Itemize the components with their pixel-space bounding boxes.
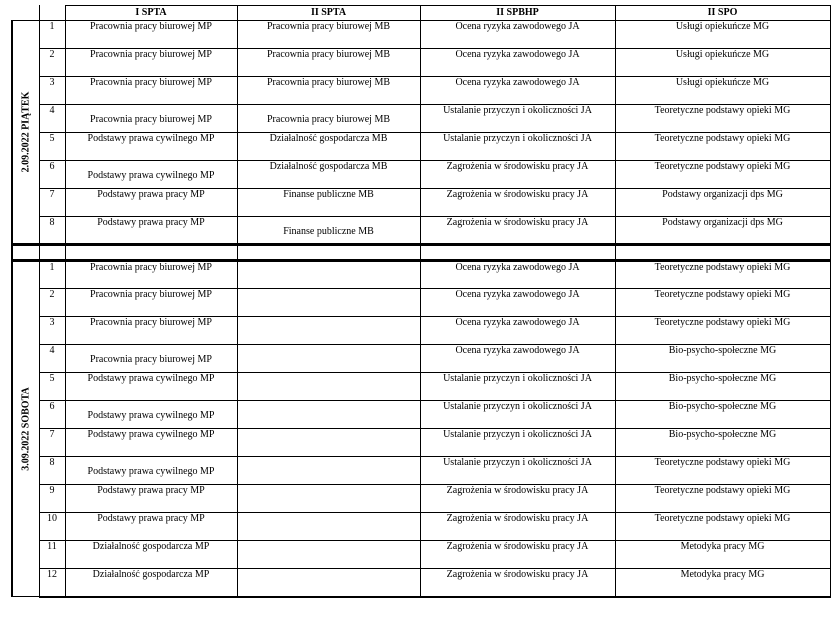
separator-cell bbox=[39, 245, 65, 261]
subject-cell: Pracownia pracy biurowej MB bbox=[237, 21, 420, 49]
table-row bbox=[12, 77, 830, 105]
subject-cell: Teoretyczne podstawy opieki MG bbox=[615, 133, 830, 161]
subject-cell: Działalność gospodarcza MB bbox=[237, 133, 420, 161]
subject-cell: Działalność gospodarcza MP bbox=[65, 569, 237, 597]
subject-cell: Podstawy prawa pracy MP bbox=[65, 485, 237, 513]
subject-cell bbox=[237, 317, 420, 345]
lesson-number: 6 bbox=[39, 161, 65, 189]
table-row bbox=[12, 345, 830, 373]
subject-cell: Teoretyczne podstawy opieki MG bbox=[615, 289, 830, 317]
subject-cell: Teoretyczne podstawy opieki MG bbox=[615, 161, 830, 189]
subject-cell bbox=[237, 345, 420, 373]
subject-cell bbox=[237, 401, 420, 429]
subject-cell: Zagrożenia w środowisku pracy JA bbox=[420, 513, 615, 541]
subject-cell: Pracownia pracy biurowej MP bbox=[65, 105, 237, 133]
subject-cell: Zagrożenia w środowisku pracy JA bbox=[420, 217, 615, 245]
schedule-table bbox=[11, 5, 831, 598]
subject-cell: Metodyka pracy MG bbox=[615, 541, 830, 569]
subject-cell: Pracownia pracy biurowej MP bbox=[65, 77, 237, 105]
subject-cell: Bio-psycho-społeczne MG bbox=[615, 429, 830, 457]
subject-cell: Pracownia pracy biurowej MP bbox=[65, 317, 237, 345]
subject-cell: Ustalanie przyczyn i okoliczności JA bbox=[420, 457, 615, 485]
subject-cell bbox=[237, 485, 420, 513]
table-row bbox=[12, 485, 830, 513]
lesson-number: 9 bbox=[39, 485, 65, 513]
subject-cell: Podstawy prawa cywilnego MP bbox=[65, 401, 237, 429]
subject-cell: Pracownia pracy biurowej MB bbox=[237, 49, 420, 77]
lesson-number: 3 bbox=[39, 77, 65, 105]
subject-cell: Zagrożenia w środowisku pracy JA bbox=[420, 541, 615, 569]
separator-cell bbox=[12, 245, 39, 261]
header-row bbox=[12, 6, 830, 21]
lesson-number: 11 bbox=[39, 541, 65, 569]
table-row bbox=[12, 541, 830, 569]
day-label: 2.09.2022 PIĄTEK bbox=[20, 91, 32, 173]
subject-cell: Pracownia pracy biurowej MP bbox=[65, 345, 237, 373]
lesson-number: 8 bbox=[39, 217, 65, 245]
lesson-number: 5 bbox=[39, 373, 65, 401]
subject-cell bbox=[237, 513, 420, 541]
lesson-number: 4 bbox=[39, 345, 65, 373]
subject-cell: Ustalanie przyczyn i okoliczności JA bbox=[420, 105, 615, 133]
lesson-number: 7 bbox=[39, 189, 65, 217]
subject-cell: Podstawy prawa pracy MP bbox=[65, 217, 237, 245]
corner-cell bbox=[39, 6, 65, 21]
separator-cell bbox=[237, 245, 420, 261]
subject-cell: Podstawy prawa pracy MP bbox=[65, 513, 237, 541]
table-row bbox=[12, 429, 830, 457]
subject-cell bbox=[237, 261, 420, 289]
subject-cell: Podstawy prawa cywilnego MP bbox=[65, 373, 237, 401]
subject-cell: Finanse publiczne MB bbox=[237, 217, 420, 245]
subject-cell: Ocena ryzyka zawodowego JA bbox=[420, 49, 615, 77]
subject-cell: Pracownia pracy biurowej MP bbox=[65, 21, 237, 49]
day-separator bbox=[12, 245, 830, 261]
subject-cell: Działalność gospodarcza MP bbox=[65, 541, 237, 569]
subject-cell: Pracownia pracy biurowej MB bbox=[237, 77, 420, 105]
subject-cell: Metodyka pracy MG bbox=[615, 569, 830, 597]
subject-cell: Ocena ryzyka zawodowego JA bbox=[420, 289, 615, 317]
subject-cell: Teoretyczne podstawy opieki MG bbox=[615, 457, 830, 485]
lesson-number: 8 bbox=[39, 457, 65, 485]
corner-cell bbox=[12, 6, 39, 21]
day-label: 3.09.2022 SOBOTA bbox=[20, 387, 32, 471]
subject-cell: Działalność gospodarcza MB bbox=[237, 161, 420, 189]
subject-cell bbox=[237, 457, 420, 485]
subject-cell: Pracownia pracy biurowej MP bbox=[65, 261, 237, 289]
subject-cell bbox=[237, 429, 420, 457]
subject-cell bbox=[237, 289, 420, 317]
lesson-number: 7 bbox=[39, 429, 65, 457]
table-row bbox=[12, 261, 830, 289]
subject-cell: Podstawy organizacji dps MG bbox=[615, 217, 830, 245]
table-row bbox=[12, 161, 830, 189]
table-row bbox=[12, 569, 830, 597]
subject-cell: Bio-psycho-społeczne MG bbox=[615, 401, 830, 429]
column-header-ii-spbhp: II SPBHP bbox=[420, 6, 615, 21]
separator-cell bbox=[65, 245, 237, 261]
column-header-ii-spo: II SPO bbox=[615, 6, 830, 21]
table-row bbox=[12, 189, 830, 217]
table-row bbox=[12, 133, 830, 161]
subject-cell: Podstawy prawa cywilnego MP bbox=[65, 457, 237, 485]
subject-cell: Podstawy prawa cywilnego MP bbox=[65, 429, 237, 457]
subject-cell: Podstawy prawa cywilnego MP bbox=[65, 133, 237, 161]
subject-cell: Ustalanie przyczyn i okoliczności JA bbox=[420, 133, 615, 161]
lesson-number: 1 bbox=[39, 261, 65, 289]
table-row bbox=[12, 21, 830, 49]
subject-cell: Teoretyczne podstawy opieki MG bbox=[615, 261, 830, 289]
subject-cell: Finanse publiczne MB bbox=[237, 189, 420, 217]
subject-cell: Ocena ryzyka zawodowego JA bbox=[420, 317, 615, 345]
subject-cell: Teoretyczne podstawy opieki MG bbox=[615, 513, 830, 541]
column-header-ii-spta: II SPTA bbox=[237, 6, 420, 21]
table-row bbox=[12, 457, 830, 485]
subject-cell: Ocena ryzyka zawodowego JA bbox=[420, 77, 615, 105]
subject-cell: Pracownia pracy biurowej MB bbox=[237, 105, 420, 133]
subject-cell: Podstawy organizacji dps MG bbox=[615, 189, 830, 217]
table-row bbox=[12, 317, 830, 345]
lesson-number: 12 bbox=[39, 569, 65, 597]
table-row bbox=[12, 105, 830, 133]
lesson-number: 6 bbox=[39, 401, 65, 429]
subject-cell bbox=[237, 569, 420, 597]
subject-cell: Pracownia pracy biurowej MP bbox=[65, 289, 237, 317]
table-row bbox=[12, 401, 830, 429]
subject-cell: Zagrożenia w środowisku pracy JA bbox=[420, 485, 615, 513]
lesson-number: 2 bbox=[39, 49, 65, 77]
subject-cell: Zagrożenia w środowisku pracy JA bbox=[420, 189, 615, 217]
subject-cell: Ustalanie przyczyn i okoliczności JA bbox=[420, 429, 615, 457]
subject-cell: Ocena ryzyka zawodowego JA bbox=[420, 21, 615, 49]
lesson-number: 10 bbox=[39, 513, 65, 541]
lesson-number: 2 bbox=[39, 289, 65, 317]
subject-cell bbox=[237, 541, 420, 569]
subject-cell: Podstawy prawa pracy MP bbox=[65, 189, 237, 217]
subject-cell: Bio-psycho-społeczne MG bbox=[615, 345, 830, 373]
lesson-number: 3 bbox=[39, 317, 65, 345]
subject-cell: Zagrożenia w środowisku pracy JA bbox=[420, 569, 615, 597]
day-label-cell bbox=[12, 261, 39, 597]
subject-cell: Ustalanie przyczyn i okoliczności JA bbox=[420, 373, 615, 401]
subject-cell: Zagrożenia w środowisku pracy JA bbox=[420, 161, 615, 189]
subject-cell: Usługi opiekuńcze MG bbox=[615, 77, 830, 105]
column-header-i-spta: I SPTA bbox=[65, 6, 237, 21]
subject-cell bbox=[237, 373, 420, 401]
separator-cell bbox=[615, 245, 830, 261]
subject-cell: Usługi opiekuńcze MG bbox=[615, 21, 830, 49]
subject-cell: Ocena ryzyka zawodowego JA bbox=[420, 345, 615, 373]
lesson-number: 5 bbox=[39, 133, 65, 161]
lesson-number: 1 bbox=[39, 21, 65, 49]
subject-cell: Teoretyczne podstawy opieki MG bbox=[615, 105, 830, 133]
table-row bbox=[12, 289, 830, 317]
table-row bbox=[12, 217, 830, 245]
separator-cell bbox=[420, 245, 615, 261]
table-row bbox=[12, 373, 830, 401]
subject-cell: Teoretyczne podstawy opieki MG bbox=[615, 317, 830, 345]
subject-cell: Podstawy prawa cywilnego MP bbox=[65, 161, 237, 189]
day-label-cell bbox=[12, 21, 39, 245]
subject-cell: Pracownia pracy biurowej MP bbox=[65, 49, 237, 77]
table-row bbox=[12, 49, 830, 77]
subject-cell: Teoretyczne podstawy opieki MG bbox=[615, 485, 830, 513]
subject-cell: Usługi opiekuńcze MG bbox=[615, 49, 830, 77]
subject-cell: Ustalanie przyczyn i okoliczności JA bbox=[420, 401, 615, 429]
table-row bbox=[12, 513, 830, 541]
subject-cell: Ocena ryzyka zawodowego JA bbox=[420, 261, 615, 289]
lesson-number: 4 bbox=[39, 105, 65, 133]
subject-cell: Bio-psycho-społeczne MG bbox=[615, 373, 830, 401]
